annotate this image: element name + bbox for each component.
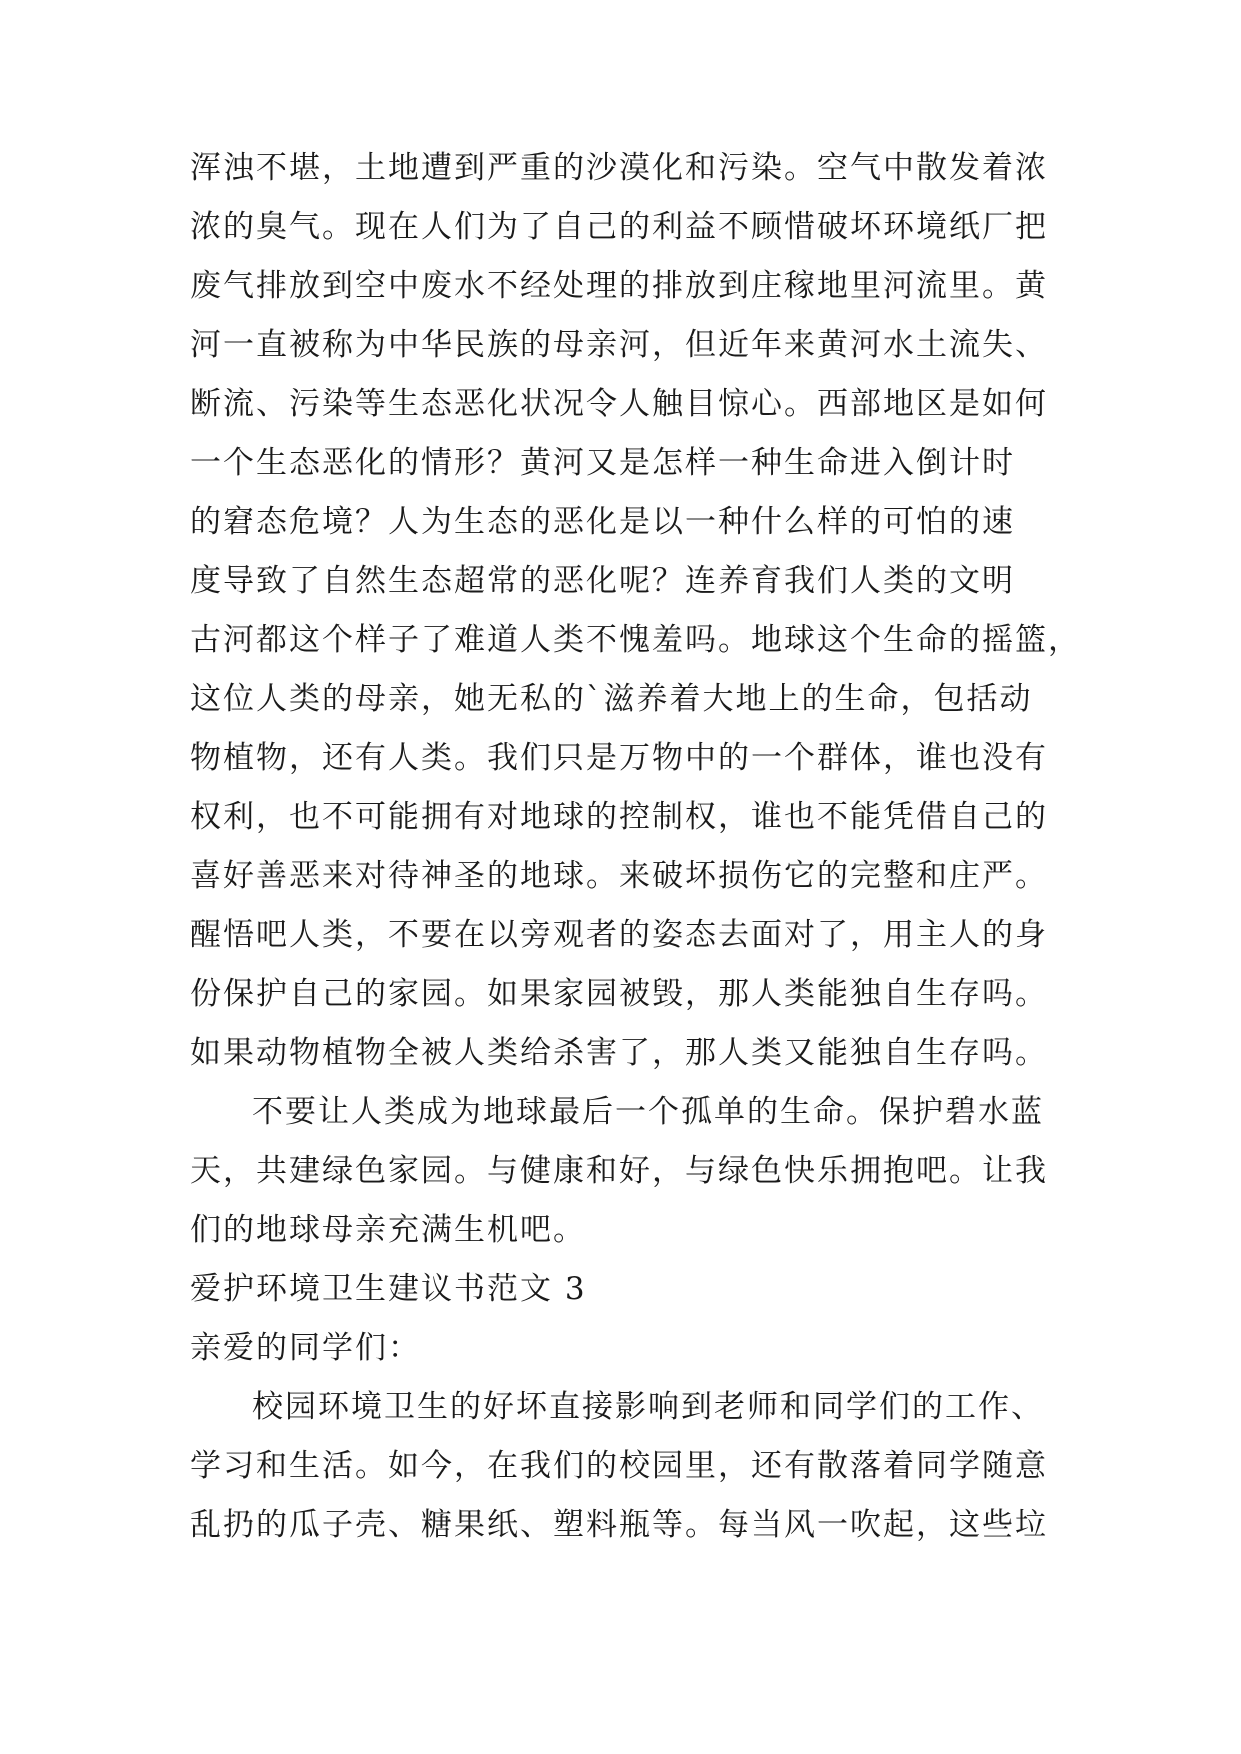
text-line: 的窘态危境？人为生态的恶化是以一种什么样的可怕的速: [190, 504, 1015, 540]
salutation: 亲爱的同学们：: [190, 1330, 421, 1366]
text-line: 份保护自己的家园。如果家园被毁，那人类能独自生存吗。: [190, 976, 1048, 1012]
paragraph-first-line: 校园环境卫生的好坏直接影响到老师和同学们的工作、: [252, 1389, 1044, 1425]
text-line: 天，共建绿色家园。与健康和好，与绿色快乐拥抱吧。让我: [190, 1153, 1048, 1189]
section-heading: 爱护环境卫生建议书范文 3: [190, 1271, 587, 1307]
text-line: 河一直被称为中华民族的母亲河，但近年来黄河水土流失、: [190, 327, 1048, 363]
text-line: 废气排放到空中废水不经处理的排放到庄稼地里河流里。黄: [190, 268, 1048, 304]
text-line: 物植物，还有人类。我们只是万物中的一个群体，谁也没有: [190, 740, 1048, 776]
text-line: 这位人类的母亲，她无私的`滋养着大地上的生命，包括动: [190, 681, 1033, 717]
text-line: 度导致了自然生态超常的恶化呢？连养育我们人类的文明: [190, 563, 1015, 599]
text-line: 们的地球母亲充满生机吧。: [190, 1212, 586, 1248]
paragraph-first-line: 不要让人类成为地球最后一个孤单的生命。保护碧水蓝: [252, 1094, 1044, 1130]
text-line: 古河都这个样子了难道人类不愧羞吗。地球这个生命的摇篮，: [190, 622, 1081, 658]
text-line: 醒悟吧人类，不要在以旁观者的姿态去面对了，用主人的身: [190, 917, 1048, 953]
text-line: 喜好善恶来对待神圣的地球。来破坏损伤它的完整和庄严。: [190, 858, 1048, 894]
text-line: 断流、污染等生态恶化状况令人触目惊心。西部地区是如何: [190, 386, 1048, 422]
text-line: 乱扔的瓜子壳、糖果纸、塑料瓶等。每当风一吹起，这些垃: [190, 1507, 1048, 1543]
text-line: 浑浊不堪，土地遭到严重的沙漠化和污染。空气中散发着浓: [190, 150, 1048, 186]
text-line: 一个生态恶化的情形？黄河又是怎样一种生命进入倒计时: [190, 445, 1015, 481]
text-line: 浓的臭气。现在人们为了自己的利益不顾惜破坏环境纸厂把: [190, 209, 1048, 245]
text-line: 如果动物植物全被人类给杀害了，那人类又能独自生存吗。: [190, 1035, 1048, 1071]
text-line: 学习和生活。如今，在我们的校园里，还有散落着同学随意: [190, 1448, 1048, 1484]
text-line: 权利，也不可能拥有对地球的控制权，谁也不能凭借自己的: [190, 799, 1048, 835]
